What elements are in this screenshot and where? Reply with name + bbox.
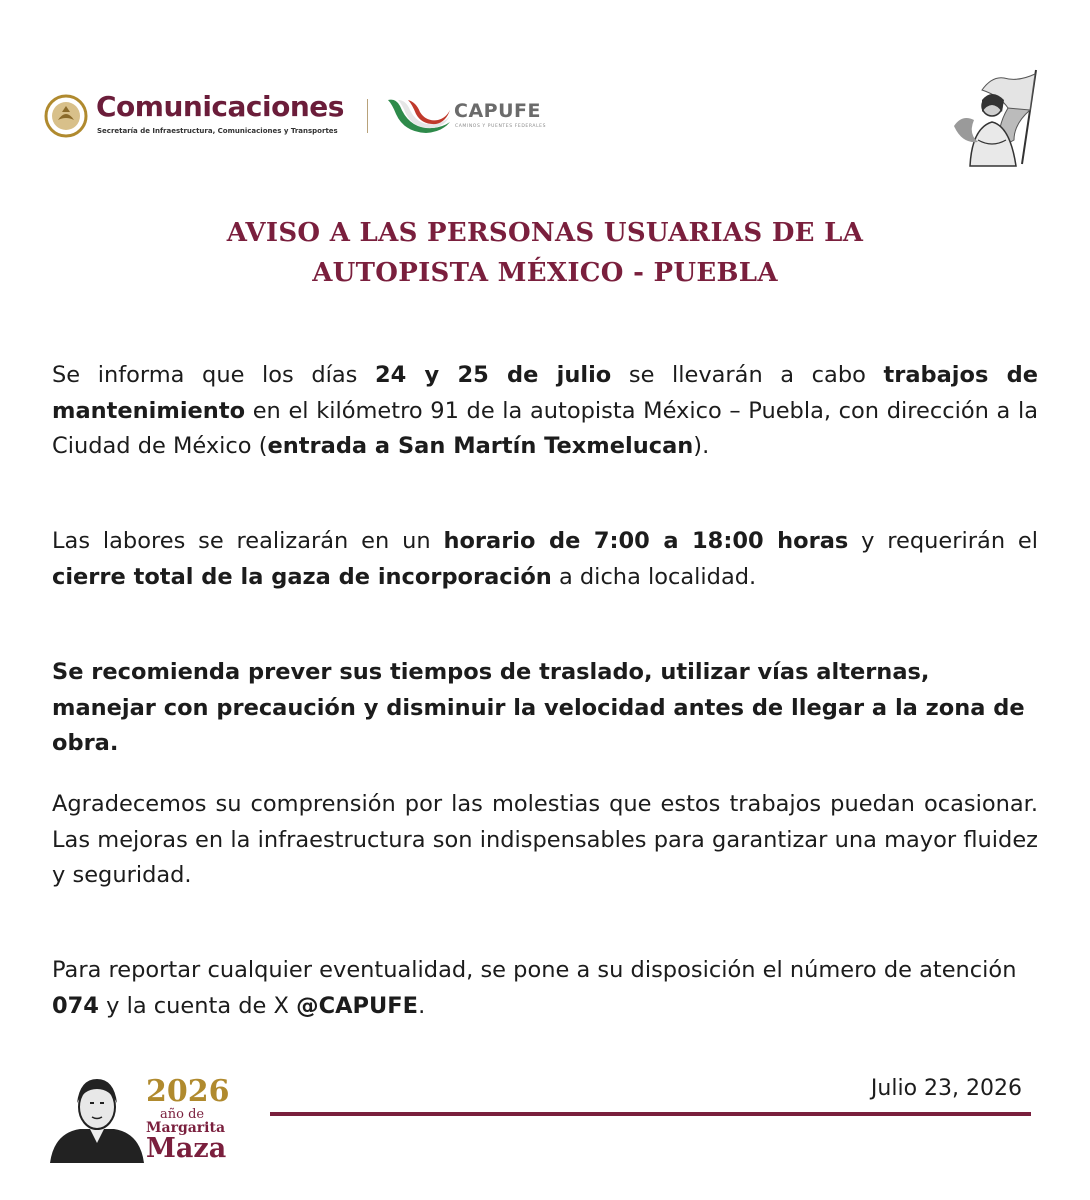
p5-text-3: .: [418, 992, 426, 1019]
p1-text-3: en el kilómetro 91 de la autopista México – Puebla, con dirección a la Ciudad de México (: [52, 397, 1038, 459]
heroine-flag-illustration-icon: [948, 68, 1044, 168]
ministry-subtitle: Secretaría de Infraestructura, Comunicaciones y Transportes: [97, 127, 338, 135]
year-dedication: [146, 1076, 236, 1162]
p1-work-type: trabajos de mantenimiento: [52, 362, 1038, 424]
paragraph-contact: [52, 953, 1038, 1024]
notice-title-line2: AUTOPISTA MÉXICO - PUEBLA: [312, 258, 778, 288]
paragraph-hours: [52, 524, 1038, 595]
p2-text-3: a dicha localidad.: [551, 563, 757, 590]
margarita-maza-portrait-icon: [50, 1073, 144, 1163]
honoree-last-name: Maza: [146, 1133, 227, 1164]
p2-closure: cierre total de la gaza de incorporación: [52, 563, 552, 590]
p1-dates: 24 y 25 de julio: [374, 362, 612, 388]
capufe-flag-logo-icon: [386, 96, 452, 134]
p1-text-2: se llevarán a cabo: [611, 362, 884, 388]
p1-text-4: ).: [693, 433, 710, 459]
agency-name: CAPUFE: [454, 100, 541, 122]
paragraph-recommendation: Se recomienda prever sus tiempos de traslado, utilizar vías alternas, manejar con precaución y disminuir la velocidad antes de llegar a la zona de obra.: [52, 659, 1025, 756]
footer-rule: [270, 1112, 1031, 1116]
notice-date: Julio 23, 2026: [870, 1076, 1022, 1101]
p2-hours: horario de 7:00 a 18:00 horas: [443, 528, 849, 554]
p2-text-1: Las labores se realizarán en un: [52, 528, 444, 554]
paragraph-thanks: Agradecemos su comprensión por las molestias que estos trabajos puedan ocasionar. Las mejoras en la infraestructura son indispensables para garantizar una mayor fluidez y seguridad.: [52, 791, 1038, 888]
p2-text-2: y requerirán el: [848, 528, 1039, 554]
notice-title-line1: AVISO A LAS PERSONAS USUARIAS DE LA: [226, 218, 864, 248]
p1-text-1: Se informa que los días: [52, 362, 375, 388]
national-seal-icon: [44, 94, 88, 138]
agency-subtitle: CAMINOS Y PUENTES FEDERALES: [455, 124, 547, 129]
p5-text-1: Para reportar cualquier eventualidad, se pone a su disposición el número de atención: [52, 957, 1017, 983]
paragraph-schedule: [52, 358, 1038, 465]
p5-x-account: @CAPUFE: [296, 992, 419, 1019]
page-header: [0, 0, 1090, 180]
year-number: 2026: [146, 1074, 230, 1109]
p5-phone-number: 074: [52, 992, 99, 1019]
year-of-label: año de: [160, 1107, 205, 1122]
honoree-first-name: Margarita: [146, 1120, 226, 1136]
p1-location: entrada a San Martín Texmelucan: [267, 433, 694, 459]
p5-text-2: y la cuenta de X: [98, 992, 297, 1019]
ministry-name: Comunicaciones: [96, 90, 344, 123]
header-divider: [367, 99, 368, 133]
notice-title: [0, 213, 1090, 293]
